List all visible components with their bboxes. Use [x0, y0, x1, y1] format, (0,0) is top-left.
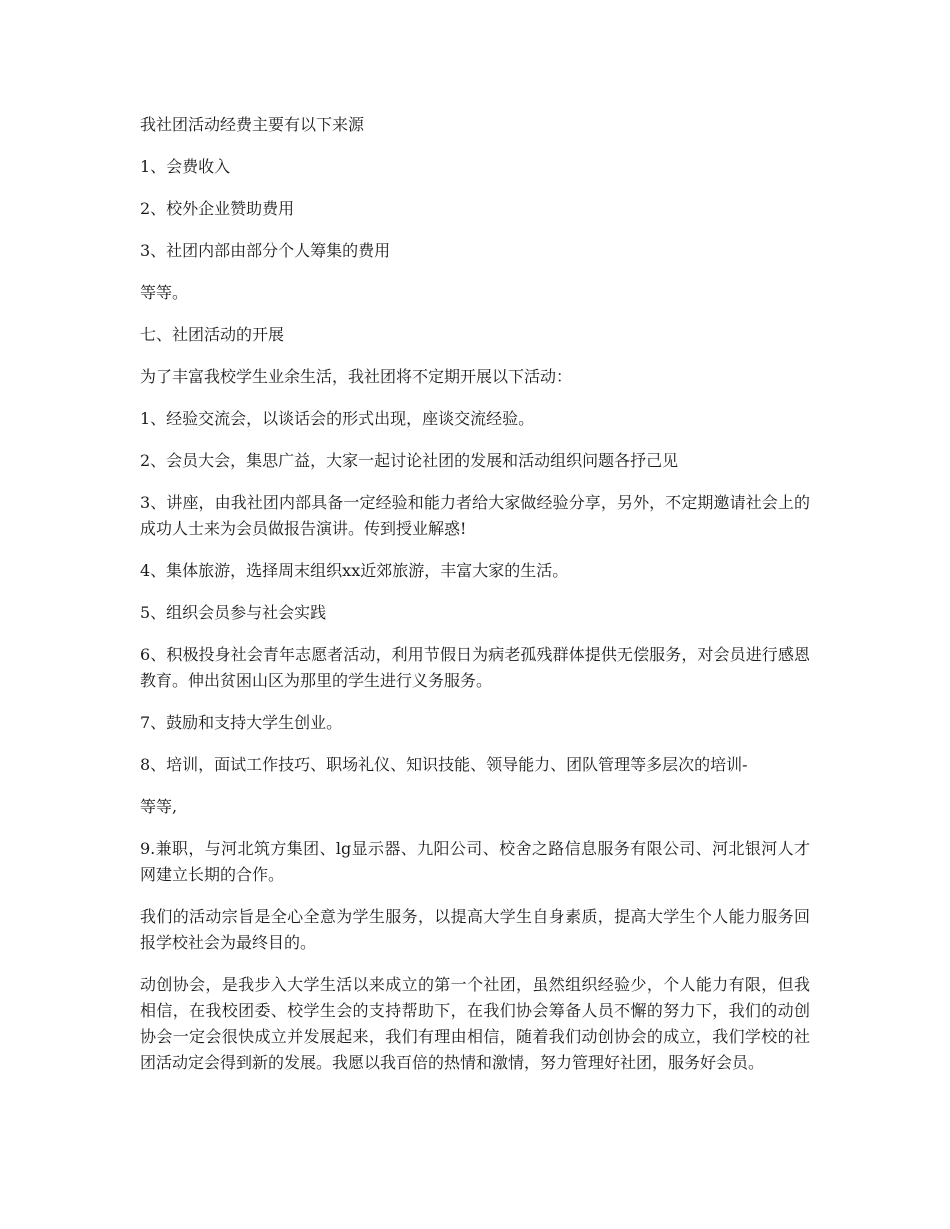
paragraph-activity-6: 6、积极投身社会青年志愿者活动，利用节假日为病老孤残群体提供无偿服务，对会员进行感恩教育。伸出贫困山区为那里的学生进行义务服务。 [140, 645, 810, 690]
paragraph-activity-4: 4、集体旅游，选择周末组织xx近郊旅游，丰富大家的生活。 [140, 561, 569, 580]
paragraph-activity-8: 8、培训，面试工作技巧、职场礼仪、知识技能、领导能力、团队管理等多层次的培训- [140, 755, 748, 774]
paragraph-funding-etc: 等等。 [140, 283, 189, 302]
paragraph-activity-1: 1、经验交流会，以谈话会的形式出现，座谈交流经验。 [140, 409, 535, 428]
paragraph-funding-3: 3、社团内部由部分个人筹集的费用 [140, 241, 391, 260]
paragraph-funding-1: 1、会费收入 [140, 157, 231, 176]
paragraph-closing: 动创协会，是我步入大学生活以来成立的第一个社团，虽然组织经验少，个人能力有限，但我相信，在我校团委、校学生会的支持帮助下，在我们协会筹备人员不懈的努力下，我们的动创协会一定会很快成立并发展起来，我们有理由相信，随着我们动创协会的成立，我们学校的社团活动定会得到新的发展。我愿以我百倍的热情和激情，努力管理好社团，服务好会员。 [140, 975, 810, 1072]
paragraph-activity-3: 3、讲座，由我社团内部具备一定经验和能力者给大家做经验分享，另外，不定期邀请社会上的成功人士来为会员做报告演讲。传到授业解惑! [140, 493, 810, 538]
paragraph-activity-7: 7、鼓励和支持大学生创业。 [140, 713, 343, 732]
paragraph-funding-2: 2、校外企业赞助费用 [140, 199, 295, 218]
paragraph-activity-2: 2、会员大会，集思广益，大家一起讨论社团的发展和活动组织问题各抒己见 [140, 451, 679, 470]
paragraph-activity-5: 5、组织会员参与社会实践 [140, 603, 327, 622]
paragraph-purpose: 我们的活动宗旨是全心全意为学生服务，以提高大学生自身素质，提高大学生个人能力服务回报学校社会为最终目的。 [140, 907, 810, 952]
paragraph-activity-9: 9.兼职，与河北筑方集团、lg显示器、九阳公司、校舍之路信息服务有限公司、河北银河人才网建立长期的合作。 [140, 839, 810, 884]
section-heading-activities: 七、社团活动的开展 [140, 325, 285, 344]
paragraph-funding-intro: 我社团活动经费主要有以下来源 [140, 115, 365, 134]
paragraph-activities-intro: 为了丰富我校学生业余生活，我社团将不定期开展以下活动： [140, 367, 573, 386]
document-body [140, 112, 810, 1092]
paragraph-activity-etc: 等等, [140, 797, 178, 816]
